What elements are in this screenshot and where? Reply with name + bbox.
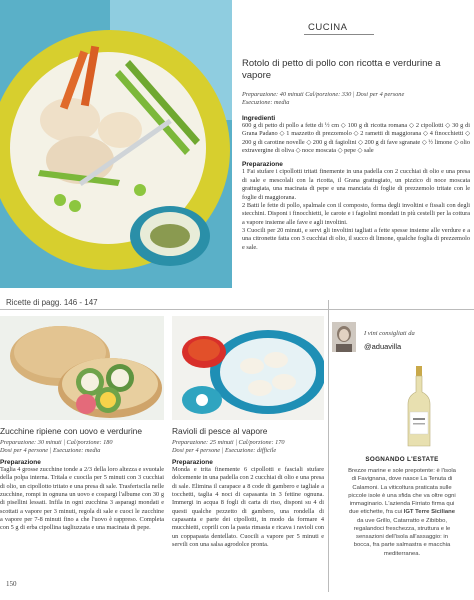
wine-sidebar <box>332 316 470 592</box>
ingredients-text: 600 g di petto di pollo a fette di ½ cm ◇ 100 g di ricotta romana ◇ 2 cipollotti ◇ 30 g di Grana Padano ◇ 1 mazzetto di prezzemolo ◇ 2 rametti di maggiorana ◇ 4 finocchietti ◇ 200 g di carotine novelle ◇ 200 g di fagiolini ◇ 200 g di fave sgranate ◇ ½ limone ◇ olio extravergine di oliva ◇ noce moscata ◇ pepe ◇ sale <box>242 122 470 155</box>
wines-label: I vini consigliati da <box>364 330 415 337</box>
main-recipe-title: Rotolo di petto di pollo con ricotta e verdurine a vapore <box>242 58 441 82</box>
ravioli-title: Ravioli di pesce al vapore <box>172 426 268 436</box>
main-step-2: 2 Batti le fette di pollo, spalmale con il composto, forma degli involtini e fissali con degli stecchini. Disponi i finocchietti, le carote e i fagiolini mondati in più cestelli per la cottura a vapore insieme alle fave e agli involtini. <box>242 201 470 226</box>
main-recipe-meta <box>242 91 470 107</box>
zucchine-prep-heading: Preparazione <box>0 458 41 466</box>
pages-rule <box>0 309 474 310</box>
section-label: CUCINA <box>308 22 348 33</box>
ravioli-meta <box>172 439 324 455</box>
wine-block <box>348 456 456 558</box>
sidebar-divider <box>328 300 329 592</box>
chicken-roll-photo <box>0 0 232 288</box>
wine-desc-part-1: Brezze marine e sole prepotente: è l'isola di Favignana, dove nasce La Tenuta di Calamoni. La viticoltura praticata sulle piccole isole è una sfida che va oltre ogni immaginario. L'azienda Firriato firma qui due etichette, fra cui <box>348 468 456 516</box>
main-prep-heading: Preparazione <box>242 161 283 169</box>
zucchini-photo <box>0 316 164 420</box>
ravioli-meta-line2: Dosi per 4 persone | Esecuzione: difficile <box>172 446 277 454</box>
sommelier-avatar <box>332 322 356 352</box>
zucchine-title: Zucchine ripiene con uovo e verdurine <box>0 426 142 436</box>
main-recipe <box>242 58 470 252</box>
page-number: 150 <box>6 580 17 588</box>
zucchine-meta-line1: Preparazione: 30 minuti | Cal/porzione: 180 <box>0 438 113 446</box>
wine-desc-part-2: da uve Grillo, Catarratto e Zibibbo, regalandoci freschezza, struttura e le sensazioni dell'isola all'assaggio: in bocca, fra parte salmastra e macchia mediterranea. <box>353 517 451 557</box>
section-rule <box>304 34 374 35</box>
main-step-1: 1 Fai stufare i cipollotti tritati finemente in una padella con 2 cucchiai di olio e una presa di sale e mescolali con la ricotta, il Grana grattugiato, un pizzico di noce moscata grattugiata, una macinata di pepe e una manciata di foglie di prezzemolo tritate con le foglie di maggiorana. <box>242 168 470 201</box>
ravioli-photo <box>172 316 324 420</box>
zucchine-meta <box>0 439 164 455</box>
ravioli-recipe <box>172 426 324 549</box>
ravioli-prep-heading: Preparazione <box>172 458 213 466</box>
main-recipe-meta-line2: Esecuzione: media <box>242 98 290 106</box>
pages-label: Ricette di pagg. 146 - 147 <box>6 298 98 307</box>
main-recipe-meta-line1: Preparazione: 40 minuti Cal/porzione: 330 | Dosi per 4 persone <box>242 90 405 98</box>
ravioli-text: Monda e trita finemente 6 cipollotti e fasciali stufare dolcemente in una padella con 2 cucchiai di olio e una presa di sale. Elimina il carapace a 8 code di gambero e tagliale a tocchetti, taglia 4 noci di capasanta in 3 fettine ognuna. Immergi in acqua 8 fogli di carta di riso, disponi su 4 di questi qualche pezzetto di gambero, una rondella di capasanta e parte dei cipollotti, in modo da formare 4 mucchietti, coprili con la pasta rimasta e ricava i ravioli con un coppapasta dentellato. Cuocili a vapore per 5 minuti e servili con una salsa agrodolce pronta. <box>172 465 324 549</box>
main-step-3: 3 Cuocili per 20 minuti, e servi gli involtini tagliati a fette spesse insieme alle verdure e a una citronette fatta con 3 cucchiai di olio, il succo di limone, qualche foglia di prezzemolo e sale. <box>242 226 470 251</box>
ingredients-heading: Ingredienti <box>242 115 276 123</box>
wine-desc-bold: IGT Terre Siciliane <box>403 509 455 516</box>
ravioli-meta-line1: Preparazione: 25 minuti | Cal/porzione: 170 <box>172 438 285 446</box>
wine-description <box>348 467 456 558</box>
wine-bottle-image <box>404 366 434 448</box>
zucchine-recipe <box>0 426 164 533</box>
sommelier-handle: @aduavilla <box>364 342 402 351</box>
zucchine-meta-line2: Dosi per 4 persone | Esecuzione: media <box>0 446 101 454</box>
zucchine-text: Taglia 4 grosse zucchine tonde a 2/3 della loro altezza e svuotale della polpa interna. Tritala e cuocila per 5 minuti con 3 cucchiai di olio, un cipollotto tritato e una presa di sale. Trasferiscila nelle zucchine, rompi in ognuna un uovo e cospargi l'albume con 30 g di pisellini lessati. Infila in ogni zucchina 3 asparagi mondati e scottati a vapore per 3 minuti, regola di sale e cuoci le zucchine a vapore per 7-8 minuti fino a che l'uovo è rappreso. Completa con 5 g di erba cipollina tagliuzzata e una macinata di pepe. <box>0 465 164 532</box>
wine-name: SOGNANDO L'ESTATE <box>365 456 439 463</box>
